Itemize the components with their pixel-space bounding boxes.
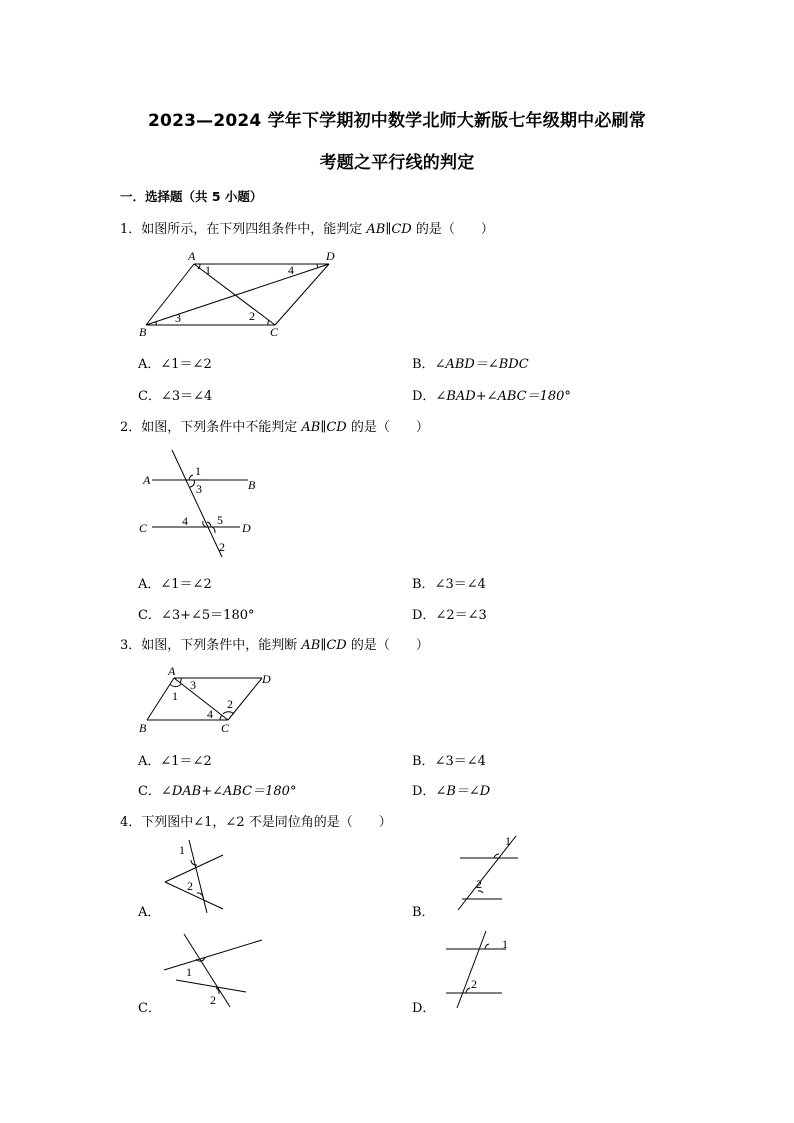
title-line-1: 2023—2024 学年下学期初中数学北师大新版七年级期中必刷常 bbox=[148, 111, 646, 131]
q4b-label-2: 2 bbox=[476, 877, 482, 891]
q2-option-a-text: ∠1＝∠2 bbox=[160, 577, 212, 592]
q3-stem bbox=[120, 634, 429, 653]
q2-label-5: 5 bbox=[217, 513, 223, 527]
q3-option-c[interactable] bbox=[138, 780, 296, 799]
q3-option-a-letter: A． bbox=[138, 754, 161, 769]
q1-label-2: 2 bbox=[249, 309, 255, 323]
q2-option-c[interactable] bbox=[138, 604, 255, 623]
q4-figure-b bbox=[450, 832, 530, 912]
q1-angle-arc-4 bbox=[317, 264, 318, 268]
q2-figure bbox=[130, 445, 280, 560]
q1-option-b-letter: B． bbox=[412, 357, 435, 372]
q4-figure-a bbox=[155, 838, 235, 916]
q2-stem-math: AB∥CD bbox=[301, 420, 347, 435]
q1-seg-AB bbox=[146, 264, 194, 325]
q2-stem-suffix: 的是（ ） bbox=[346, 420, 429, 435]
q2-option-a-letter: A． bbox=[138, 577, 161, 592]
q1-option-c-text: ∠3＝∠4 bbox=[160, 389, 213, 404]
q4c-label-2: 2 bbox=[210, 993, 216, 1007]
q3-stem-prefix: 3．如图，下列条件中，能判断 bbox=[120, 638, 302, 653]
q1-label-4: 4 bbox=[288, 263, 294, 277]
q1-label-1: 1 bbox=[205, 263, 211, 277]
q4c-line-lower bbox=[176, 980, 246, 992]
q4b-angle-arc-1 bbox=[494, 854, 499, 858]
q1-option-a-letter: A． bbox=[138, 357, 161, 372]
q2-label-D: D bbox=[242, 521, 251, 535]
q3-angle-arc-4 bbox=[220, 715, 222, 720]
q4b-label-1: 1 bbox=[505, 834, 511, 848]
q3-label-D: D bbox=[262, 672, 271, 686]
q2-label-2: 2 bbox=[219, 540, 225, 554]
q4-figure-d bbox=[440, 928, 520, 1010]
q2-label-1: 1 bbox=[195, 464, 201, 478]
q2-stem bbox=[120, 416, 429, 435]
q1-option-d[interactable] bbox=[412, 385, 571, 404]
q3-label-C: C bbox=[221, 721, 230, 735]
q4a-label-1: 1 bbox=[179, 843, 185, 857]
q1-option-c[interactable] bbox=[138, 385, 212, 404]
q2-option-b-text: ∠3＝∠4 bbox=[434, 577, 486, 592]
q2-option-d-text: ∠2＝∠3 bbox=[435, 608, 487, 623]
q3-option-a[interactable] bbox=[138, 750, 212, 769]
q2-option-d-letter: D． bbox=[412, 608, 436, 623]
q4d-label-1: 1 bbox=[502, 937, 508, 951]
q3-figure bbox=[130, 662, 290, 742]
q1-figure bbox=[130, 245, 350, 345]
q4d-transversal bbox=[457, 931, 486, 1008]
q2-label-B: B bbox=[248, 478, 256, 492]
q1-option-a-text: ∠1＝∠2 bbox=[160, 357, 212, 372]
q1-option-c-letter: C． bbox=[138, 389, 161, 404]
q2-option-c-letter: C． bbox=[138, 608, 161, 623]
q2-label-4: 4 bbox=[182, 514, 188, 528]
q3-option-d-text: ∠B＝∠D bbox=[435, 784, 491, 799]
q3-stem-suffix: 的是（ ） bbox=[346, 638, 429, 653]
q2-label-A: A bbox=[143, 473, 151, 487]
q4a-line-lower bbox=[165, 882, 223, 909]
q4c-label-1: 1 bbox=[186, 965, 192, 979]
q1-option-b-text: ∠ABD＝∠BDC bbox=[434, 357, 529, 372]
q3-option-b-letter: B． bbox=[412, 754, 435, 769]
q4-option-a[interactable]: A． bbox=[138, 905, 161, 920]
q1-label-A: A bbox=[188, 249, 196, 263]
q1-option-d-text: ∠BAD+∠ABC＝180° bbox=[435, 389, 571, 404]
q1-angle-arc-2 bbox=[268, 320, 269, 325]
q3-label-3: 3 bbox=[190, 678, 196, 692]
q4a-transversal bbox=[189, 840, 207, 913]
q3-angle-arc-3 bbox=[180, 678, 181, 683]
q2-angle-arc-2 bbox=[212, 527, 215, 533]
q2-angle-arc-3 bbox=[190, 480, 194, 487]
q2-stem-prefix: 2．如图，下列条件中不能判定 bbox=[120, 420, 302, 435]
q4-stem: 4．下列图中∠1，∠2 不是同位角的是（ ） bbox=[120, 815, 392, 830]
q3-angle-arc-1 bbox=[170, 684, 181, 687]
q3-label-2: 2 bbox=[227, 697, 233, 711]
q2-option-a[interactable] bbox=[138, 573, 212, 592]
q1-option-b[interactable] bbox=[412, 353, 529, 372]
q3-label-B: B bbox=[139, 721, 147, 735]
q3-option-b-text: ∠3＝∠4 bbox=[434, 754, 486, 769]
title-line-2: 考题之平行线的判定 bbox=[319, 153, 475, 173]
q4-figure-c bbox=[160, 930, 270, 1010]
q3-label-4: 4 bbox=[207, 707, 213, 721]
q1-label-D: D bbox=[326, 249, 335, 263]
q4-option-c[interactable]: C． bbox=[138, 1001, 161, 1016]
q3-option-a-text: ∠1＝∠2 bbox=[160, 754, 212, 769]
q1-stem-suffix: 的是（ ） bbox=[411, 222, 494, 237]
q1-label-B: B bbox=[139, 325, 147, 339]
q3-label-1: 1 bbox=[172, 689, 178, 703]
q2-option-b[interactable] bbox=[412, 573, 486, 592]
q3-stem-math: AB∥CD bbox=[301, 638, 347, 653]
q1-label-C: C bbox=[270, 325, 279, 339]
q3-option-d-letter: D． bbox=[412, 784, 436, 799]
q3-label-A: A bbox=[168, 664, 176, 678]
q4c-line-upper bbox=[164, 940, 262, 970]
q2-option-d[interactable] bbox=[412, 604, 487, 623]
q4b-angle-arc-2 bbox=[478, 891, 483, 893]
section-heading: 一．选择题（共 5 小题） bbox=[120, 189, 263, 204]
q3-option-c-text: ∠DAB+∠ABC＝180° bbox=[160, 784, 297, 799]
q1-label-3: 3 bbox=[175, 311, 181, 325]
q1-stem-prefix: 1．如图所示，在下列四组条件中，能判定 bbox=[120, 222, 367, 237]
q3-option-b[interactable] bbox=[412, 750, 486, 769]
q1-stem bbox=[120, 218, 494, 237]
q3-angle-arc-2 bbox=[223, 712, 234, 714]
q3-option-c-letter: C． bbox=[138, 784, 161, 799]
q2-label-3: 3 bbox=[196, 482, 202, 496]
q2-option-c-text: ∠3+∠5＝180° bbox=[160, 608, 255, 623]
q4d-label-2: 2 bbox=[471, 977, 477, 991]
q1-stem-math: AB∥CD bbox=[366, 222, 412, 237]
q1-option-d-letter: D． bbox=[412, 389, 436, 404]
q3-seg-AC bbox=[174, 678, 228, 720]
q4d-angle-arc-2 bbox=[466, 988, 470, 993]
q4-option-b[interactable]: B． bbox=[412, 905, 435, 920]
q3-option-d[interactable] bbox=[412, 780, 490, 799]
q4-option-d[interactable]: D． bbox=[412, 1001, 436, 1016]
q2-label-C: C bbox=[139, 521, 148, 535]
q1-option-a[interactable] bbox=[138, 353, 212, 372]
q4d-angle-arc-1 bbox=[485, 944, 489, 949]
q2-option-b-letter: B． bbox=[412, 577, 435, 592]
q2-angle-arc-1 bbox=[189, 475, 193, 480]
q4a-label-2: 2 bbox=[187, 879, 193, 893]
